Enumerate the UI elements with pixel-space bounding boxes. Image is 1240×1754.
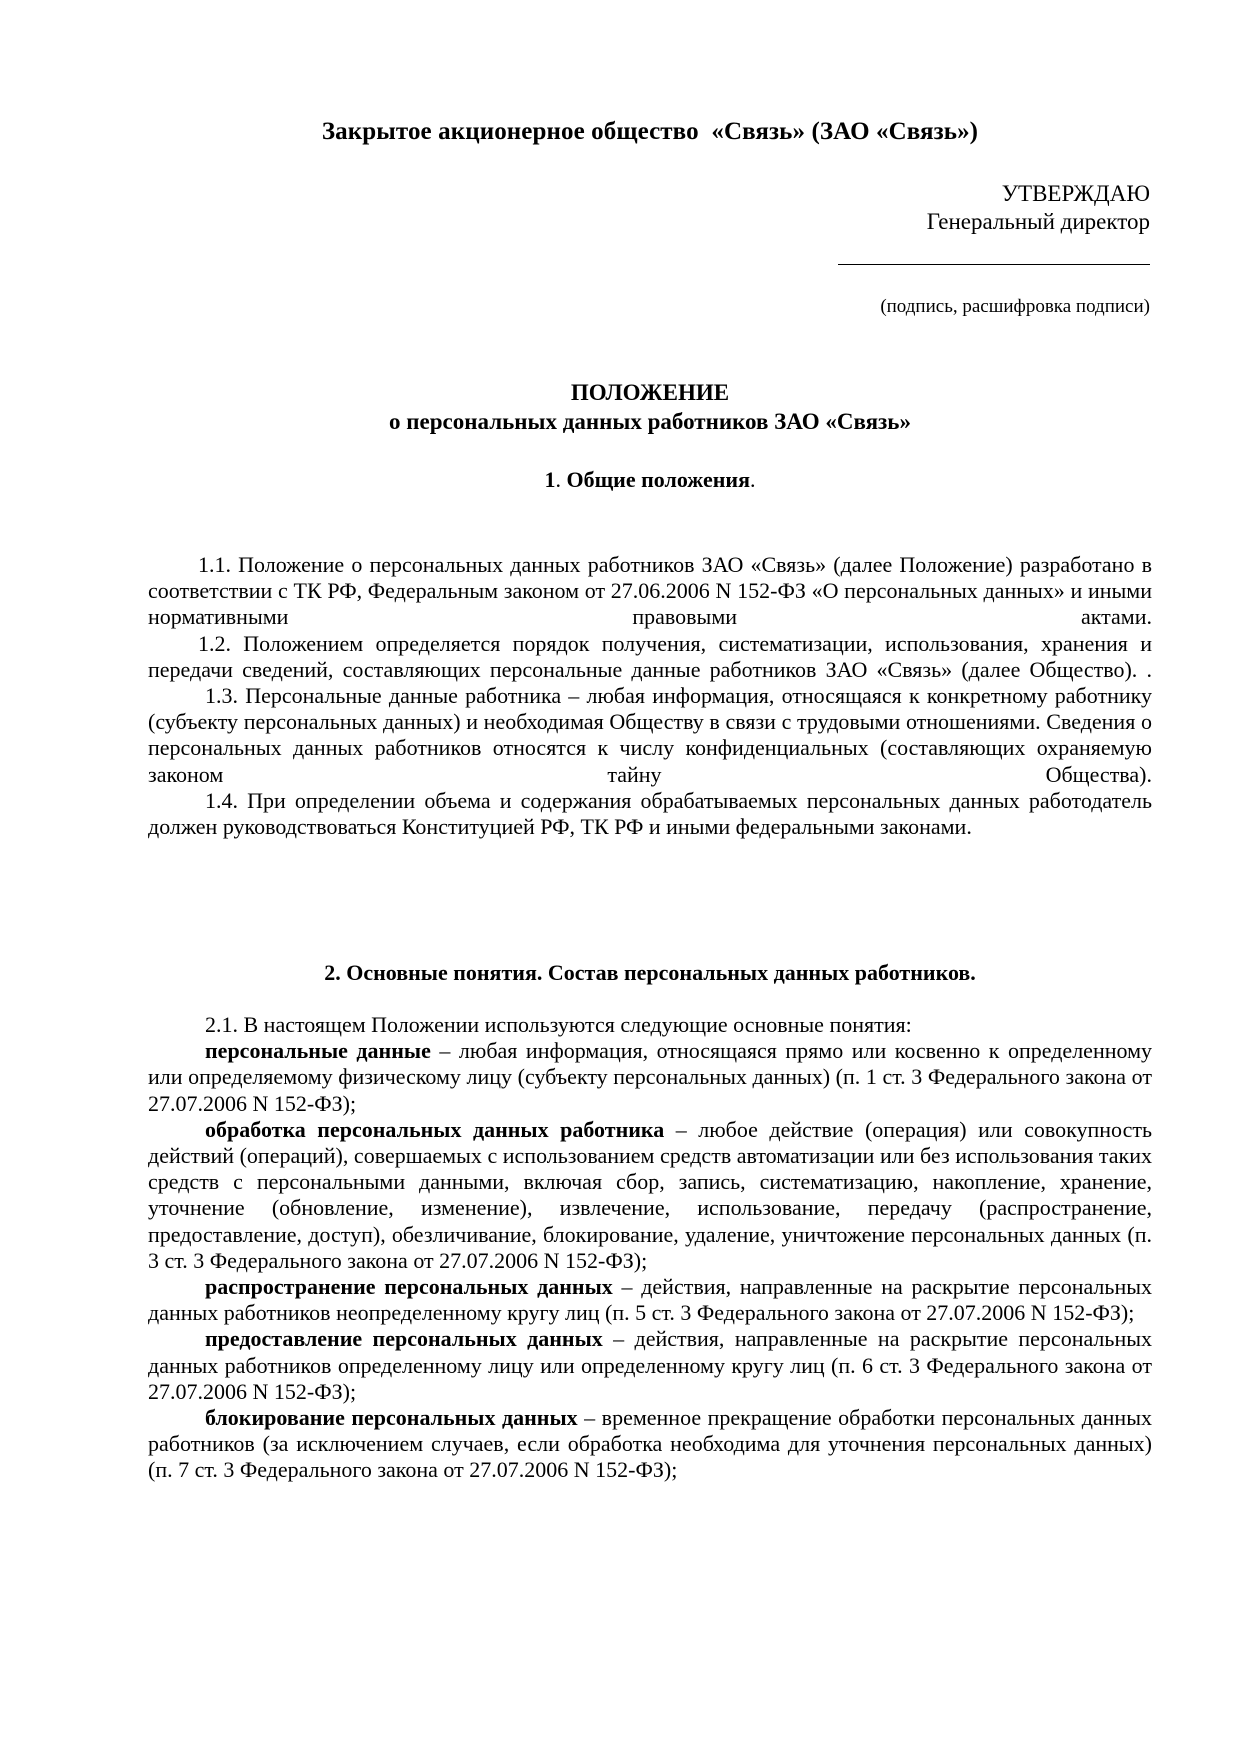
definition-dissemination bbox=[148, 1274, 1152, 1326]
paragraph-1-4: 1.4. При определении объема и содержания обрабатываемых персональных данных работодатель должен руководствоваться Конституцией РФ, ТК РФ и иными федеральными законами. bbox=[148, 787, 1152, 840]
approver-position: Генеральный директор bbox=[926, 209, 1150, 234]
definition-personal-data bbox=[148, 1038, 1152, 1117]
document-title bbox=[0, 378, 1240, 436]
section-1-body bbox=[148, 552, 1152, 840]
approval-stamp: УТВЕРЖДАЮ bbox=[1001, 181, 1150, 206]
section-2-body bbox=[148, 1012, 1152, 1484]
definition-blocking bbox=[148, 1405, 1152, 1484]
definition-term: персональные данные bbox=[205, 1038, 431, 1064]
definition-term: распространение персональных данных bbox=[205, 1274, 613, 1300]
section-1-number-dot: . bbox=[555, 467, 567, 492]
signature-line bbox=[838, 264, 1150, 265]
document-title-main: ПОЛОЖЕНИЕ bbox=[570, 380, 730, 405]
definition-text: – действия, направленные на раскрытие персональных данных работников неопределенному кругу лиц (п. 5 ст. 3 Федерального закона от 27.07.2006 N 152-ФЗ); bbox=[148, 1274, 1152, 1326]
definition-text: – любая информация, относящаяся прямо или косвенно к определенному или определяемому физическому лицу (субъекту персональных данных) (п. 1 ст. 3 Федерального закона от 27.07.2006 N 152-ФЗ); bbox=[148, 1038, 1152, 1116]
approval-block bbox=[927, 180, 1150, 236]
paragraph-1-1: 1.1. Положение о персональных данных работников ЗАО «Связь» (далее Положение) разработано в соответствии с ТК РФ, Федеральным законом от 27.06.2006 N 152-ФЗ «О персональных данных» и иными нормативными правовыми актами. bbox=[148, 552, 1152, 630]
section-1-heading bbox=[0, 467, 1240, 493]
section-1-title-period: . bbox=[750, 467, 756, 492]
section-1-number: 1 bbox=[544, 467, 556, 492]
definition-term: предоставление персональных данных bbox=[205, 1326, 603, 1352]
paragraph-1-3: 1.3. Персональные данные работника – любая информация, относящаяся к конкретному работнику (субъекту персональных данных) и необходимая Обществу в связи с трудовыми отношениями. Сведения о персональных данных работников относятся к числу конфиденциальных (составляющих охраняемую законом тайну Общества). bbox=[148, 683, 1152, 787]
section-1-title: Общие положения bbox=[566, 467, 750, 492]
paragraph-2-1-intro: 2.1. В настоящем Положении используются следующие основные понятия: bbox=[205, 1012, 912, 1037]
document-title-subtitle: о персональных данных работников ЗАО «Связь» bbox=[389, 409, 911, 434]
definition-term: обработка персональных данных работника bbox=[205, 1116, 665, 1142]
definition-text: – действия, направленные на раскрытие персональных данных работников определенному лицу или определенному кругу лиц (п. 6 ст. 3 Федерального закона от 27.07.2006 N 152-ФЗ); bbox=[148, 1326, 1152, 1404]
definition-text: – любое действие (операция) или совокупность действий (операций), совершаемых с использованием средств автоматизации или без использования таких средств с персональными данными, включая сбор, запись, систематизацию, накопление, хранение, уточнение (обновление, изменение), извлечение, использование, передачу (распространение, предоставление, доступ), обезличивание, блокирование, удаление, уничтожение персональных данных (п. 3 ст. 3 Федерального закона от 27.07.2006 N 152-ФЗ); bbox=[148, 1116, 1152, 1273]
section-2-heading: 2. Основные понятия. Состав персональных данных работников. bbox=[324, 960, 976, 985]
definition-provision bbox=[148, 1326, 1152, 1405]
definition-text: – временное прекращение обработки персональных данных работников (за исключением случаев, если обработка необходима для уточнения персональных данных) (п. 7 ст. 3 Федерального закона от 27.07.2006 N 152-ФЗ); bbox=[148, 1405, 1152, 1483]
definition-processing bbox=[148, 1117, 1152, 1274]
definition-term: блокирование персональных данных bbox=[205, 1405, 578, 1431]
signature-caption: (подпись, расшифровка подписи) bbox=[880, 296, 1150, 317]
paragraph-1-2: 1.2. Положением определяется порядок получения, систематизации, использования, хранения и передачи сведений, составляющих персональные данные работников ЗАО «Связь» (далее Общество). . bbox=[148, 630, 1152, 682]
organization-title: Закрытое акционерное общество «Связь» (ЗАО «Связь») bbox=[321, 118, 979, 145]
